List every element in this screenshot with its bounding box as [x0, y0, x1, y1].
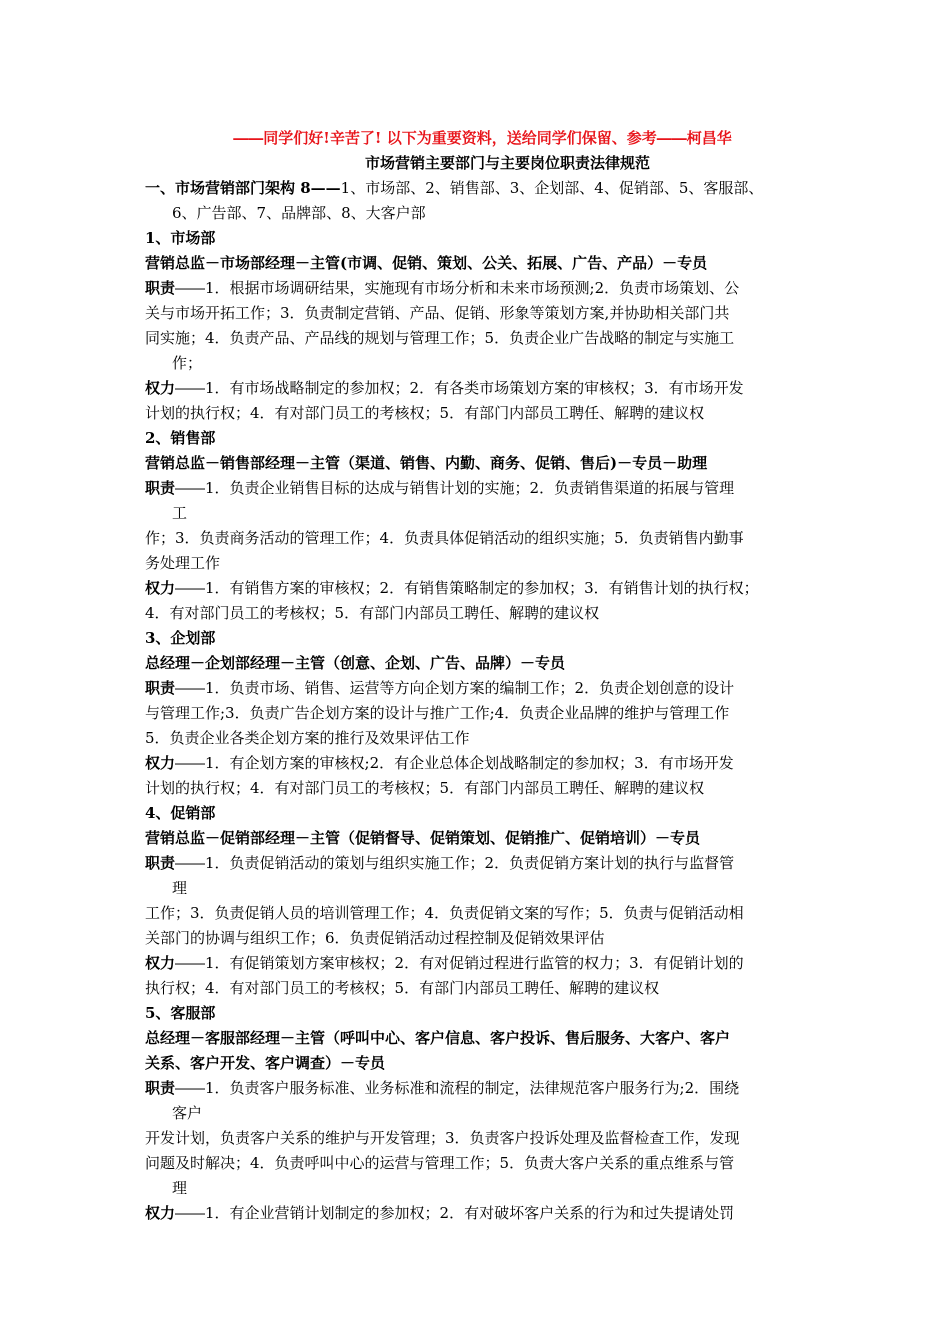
duty-line: 客户	[172, 1104, 203, 1122]
duty-paragraph	[145, 851, 810, 876]
section-heading: 2、销售部	[145, 429, 216, 447]
power-line: ――1．有企划方案的审核权;2．有企业总体企划战略制定的参加权；3．有市场开发	[175, 754, 734, 772]
duty-paragraph	[145, 476, 810, 501]
power-line: 计划的执行权；4．有对部门员工的考核权；5．有部门内部员工聘任、解聘的建议权	[145, 404, 705, 422]
power-line: ――1．有市场战略制定的参加权；2．有各类市场策划方案的审核权；3．有市场开发	[175, 379, 744, 397]
power-label: 权力	[145, 379, 176, 397]
duty-line: ――1．负责市场、销售、运营等方向企划方案的编制工作；2．负责企划创意的设计	[175, 679, 735, 697]
notice-banner: ――同学们好!辛苦了! 以下为重要资料，送给同学们保留、参考――柯昌华	[233, 129, 732, 147]
duty-line: 务处理工作	[145, 554, 221, 572]
duty-line: 理	[172, 1179, 188, 1197]
duty-line: ――1．负责企业销售目标的达成与销售计划的实施；2．负责销售渠道的拓展与管理	[175, 479, 735, 497]
duty-line: ――1．根据市场调研结果，实施现有市场分析和未来市场预测;2．负责市场策划、公	[175, 279, 740, 297]
power-paragraph	[145, 951, 810, 976]
section-heading: 4、促销部	[145, 804, 216, 822]
duty-label: 职责	[145, 279, 176, 297]
duty-label: 职责	[145, 679, 176, 697]
section-structure: 营销总监－市场部经理－主管(市调、促销、策划、公关、拓展、广告、产品）－专员	[145, 254, 708, 272]
duty-line: 关与市场开拓工作；3．负责制定营销、产品、促销、形象等策划方案,并协助相关部门共	[145, 304, 730, 322]
section-structure: 关系、客户开发、客户调查）－专员	[145, 1054, 386, 1072]
duty-label: 职责	[145, 1079, 176, 1097]
duty-line: 关部门的协调与组织工作；6．负责促销活动过程控制及促销效果评估	[145, 929, 605, 947]
power-paragraph	[145, 751, 810, 776]
duty-line: ――1．负责促销活动的策划与组织实施工作；2．负责促销方案计划的执行与监督管	[175, 854, 735, 872]
power-line: ――1．有促销策划方案审核权；2．有对促销过程进行监管的权力；3．有促销计划的	[175, 954, 744, 972]
duty-paragraph	[145, 1076, 810, 1101]
duty-line: 作；3．负责商务活动的管理工作；4．负责具体促销活动的组织实施；5．负责销售内勤事	[145, 529, 744, 547]
duty-line: 5．负责企业各类企划方案的推行及效果评估工作	[145, 729, 470, 747]
document-title: 市场营销主要部门与主要岗位职责法律规范	[364, 154, 650, 172]
power-line: 计划的执行权；4．有对部门员工的考核权；5．有部门内部员工聘任、解聘的建议权	[145, 779, 705, 797]
power-line: ――1．有销售方案的审核权；2．有销售策略制定的参加权；3．有销售计划的执行权；	[175, 579, 759, 597]
section-structure: 总经理－客服部经理－主管（呼叫中心、客户信息、客户投诉、售后服务、大客户、客户	[145, 1029, 731, 1047]
duty-line: 作；	[172, 354, 203, 372]
duty-line: 问题及时解决；4．负责呼叫中心的运营与管理工作；5．负责大客户关系的重点维系与管	[145, 1154, 735, 1172]
duty-line: ――1．负责客户服务标准、业务标准和流程的制定，法律规范客户服务行为;2．围绕	[175, 1079, 740, 1097]
section-heading: 5、客服部	[145, 1004, 216, 1022]
power-label: 权力	[145, 954, 176, 972]
duty-line: 理	[172, 879, 188, 897]
power-line: ――1．有企业营销计划制定的参加权；2．有对破坏客户关系的行为和过失提请处罚	[175, 1204, 735, 1222]
intro-paragraph	[145, 176, 810, 226]
duty-line: 开发计划，负责客户关系的维护与开发管理；3．负责客户投诉处理及监督检查工作，发现	[145, 1129, 740, 1147]
section-structure: 营销总监－销售部经理－主管（渠道、销售、内勤、商务、促销、售后)－专员－助理	[145, 454, 708, 472]
power-paragraph	[145, 376, 810, 401]
power-label: 权力	[145, 579, 176, 597]
duty-line: 工作；3．负责促销人员的培训管理工作；4．负责促销文案的写作；5．负责与促销活动相	[145, 904, 744, 922]
duty-label: 职责	[145, 854, 176, 872]
duty-label: 职责	[145, 479, 176, 497]
power-paragraph	[145, 1201, 810, 1226]
document-page	[145, 126, 810, 1226]
section-structure: 营销总监－促销部经理－主管（促销督导、促销策划、促销推广、促销培训）－专员	[145, 829, 701, 847]
section-structure: 总经理－企划部经理－主管（创意、企划、广告、品牌）－专员	[145, 654, 566, 672]
power-paragraph	[145, 576, 810, 601]
intro-line: 6、广告部、7、品牌部、8、大客户部	[172, 204, 426, 222]
duty-line: 同实施；4．负责产品、产品线的规划与管理工作；5．负责企业广告战略的制定与实施工	[145, 329, 735, 347]
section-heading: 1、市场部	[145, 229, 216, 247]
duty-paragraph	[145, 276, 810, 301]
duty-line: 与管理工作;3．负责广告企划方案的设计与推广工作;4．负责企业品牌的维护与管理工作	[145, 704, 730, 722]
power-line: 执行权；4．有对部门员工的考核权；5．有部门内部员工聘任、解聘的建议权	[145, 979, 660, 997]
power-line: 4．有对部门员工的考核权；5．有部门内部员工聘任、解聘的建议权	[145, 604, 600, 622]
power-label: 权力	[145, 1204, 176, 1222]
duty-line: 工	[172, 504, 188, 522]
duty-paragraph	[145, 676, 810, 701]
power-label: 权力	[145, 754, 176, 772]
intro-line: 1、市场部、2、销售部、3、企划部、4、促销部、5、客服部、	[340, 179, 764, 197]
intro-heading: 一、市场营销部门架构 8——	[145, 179, 341, 197]
section-heading: 3、企划部	[145, 629, 216, 647]
